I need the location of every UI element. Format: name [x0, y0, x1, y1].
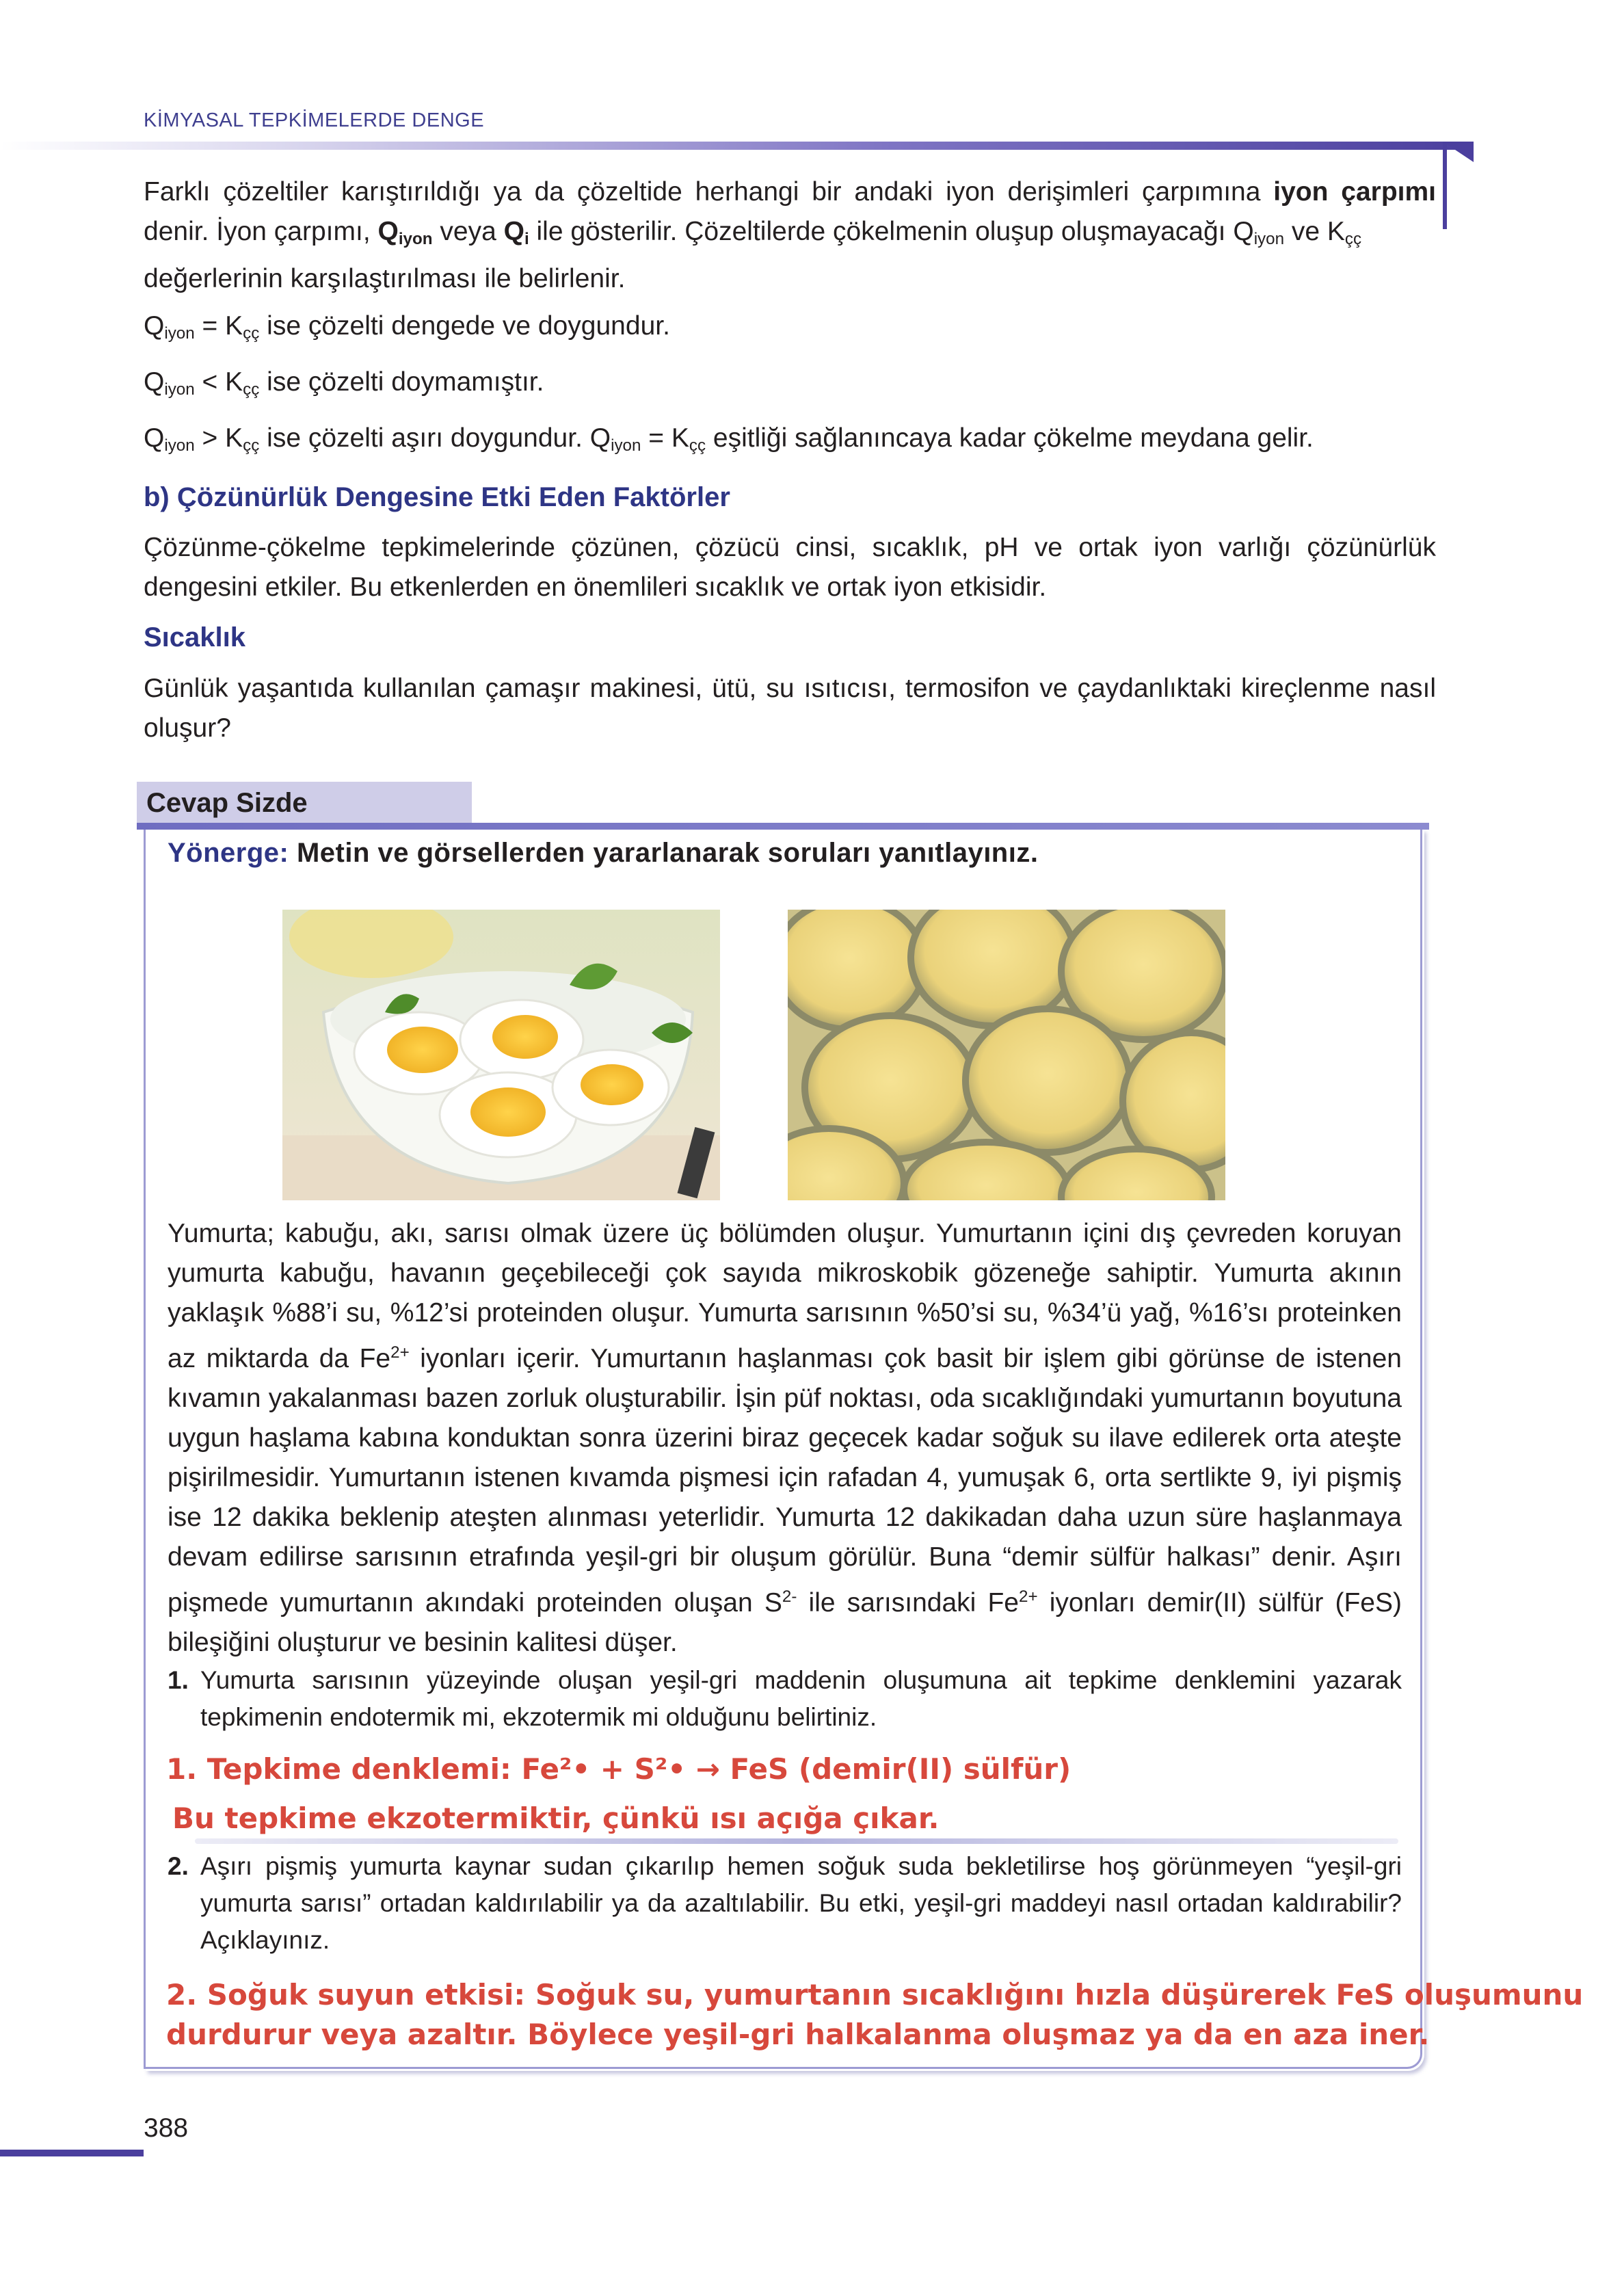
answer-1-line-1: 1. Tepkime denklemi: Fe²• + S²• → FeS (demir(II) sülfür): [166, 1752, 1071, 1786]
header-corner: [1443, 142, 1474, 162]
boiled-eggs-bowl-photo: [282, 910, 720, 1200]
yonerge-text: Metin ve görsellerden yararlanarak soruları yanıtlayınız.: [289, 838, 1039, 868]
question-1-text: Yumurta sarısının yüzeyinde oluşan yeşil-gri maddenin oluşumuna ait tepkime denklemini yazarak tepkimenin endotermik mi, ekzotermik mi olduğunu belirtiniz.: [200, 1666, 1402, 1731]
boiled-eggs-illustration: [282, 910, 720, 1200]
answer-2-line-1: 2. Soğuk suyun etkisi: Soğuk su, yumurtanın sıcaklığını hızla düşürerek FeS oluşumunu: [166, 1978, 1584, 2011]
cevap-bar: [137, 823, 1429, 830]
question-2-number: 2.: [168, 1852, 189, 1880]
condition-equal: $Q_{iyon} = K_{çç}$ ise çözelti dengede ve doygundur.: [144, 311, 670, 343]
egg-paragraph: Yumurta; kabuğu, akı, sarısı olmak üzere üç bölümden oluşur. Yumurtanın içini dış çevreden koruyan yumurta kabuğu, havanın geçebileceği çok sayıda mikroskobik gözeneğe sahiptir. Yumurta akının yaklaşık %88’i su, %12’si proteinden oluşur. Yumurta sarısının %50’si su, %34’ü yağ, %16’sı proteinken az miktarda da $Fe^{2+}$ iyonları içerir. Yumurtanın haşlanması çok basit bir işlem gibi görünse de istenen kıvamın yakalanması bazen zorluk oluşturabilir. İşin püf noktası, oda sıcaklığındaki yumurtanın boyutuna uygun haşlama kabına konduktan sonra üzerini biraz geçecek kadar soğuk su ilave edilerek orta ateşte pişirilmesidir. Yumurtanın istenen kıvamda pişmesi için rafadan 4, yumuşak 6, orta sertlikte 9, iyi pişmiş ise 12 dakika beklenip ateşten alınması yeterlidir. Yumurta 12 dakikadan daha uzun süre haşlanmaya devam edilirse sarısının etrafında yeşil-gri bir oluşum görülür. Buna “demir sülfür halkası” denir. Aşırı pişmede yumurtanın akındaki proteinden oluşan $S^{2-}$ ile sarısındaki $Fe^{2+}$ iyonları demir(II) sülfür (FeS) bileşiğini oluşturur ve besinin kalitesi düşer.: [168, 1219, 1402, 1657]
footer-bar: [0, 2150, 144, 2156]
answer-1-underline: [195, 1838, 1398, 1844]
cevap-sizde-label: Cevap Sizde: [137, 782, 472, 823]
question-2: [168, 1848, 1402, 1959]
sicaklik-heading: Sıcaklık: [144, 622, 246, 652]
overcooked-eggs-illustration: [788, 910, 1225, 1200]
header-side-rule: [1443, 142, 1447, 229]
header-bar: [0, 142, 1474, 150]
running-header: KİMYASAL TEPKİMELERDE DENGE: [144, 109, 485, 131]
condition-greater: $Q_{iyon} > K_{çç}$ ise çözelti aşırı doygundur. $Q_{iyon} = K_{çç}$ eşitliği sağlanıncaya kadar çökelme meydana gelir.: [144, 423, 1314, 455]
answer-2-line-2: durdurur veya azaltır. Böylece yeşil-gri halkalanma oluşmaz ya da en aza iner.: [166, 2018, 1430, 2051]
intro-paragraph: Farklı çözeltiler karıştırıldığı ya da çözeltide herhangi bir andaki iyon derişimleri çarpımına iyon çarpımı denir. İyon çarpımı, $Q_{iyon}$ veya $Q_i$ ile gösterilir. Çözeltilerde çökelmenin oluşup oluşmayacağı $Q_{iyon}$ ve $K_{çç}$ değerlerinin karşılaştırılması ile belirlenir.: [144, 177, 1437, 293]
yonerge: [168, 838, 1038, 869]
question-2-text: Aşırı pişmiş yumurta kaynar sudan çıkarılıp hemen soğuk suda bekletilirse hoş görünmeyen “yeşil-gri yumurta sarısı” ortadan kaldırılabilir ya da azaltılabilir. Bu etki, yeşil-gri maddeyi nasıl ortadan kaldırabilir? Açıklayınız.: [200, 1852, 1402, 1954]
question-1-number: 1.: [168, 1666, 189, 1694]
section-b-text: Çözünme-çökelme tepkimelerinde çözünen, çözücü cinsi, sıcaklık, pH ve ortak iyon varlığı çözünürlük dengesini etkiler. Bu etkenlerden en önemlileri sıcaklık ve ortak iyon etkisidir.: [144, 533, 1436, 602]
sicaklik-question: Günlük yaşantıda kullanılan çamaşır makinesi, ütü, su ısıtıcısı, termosifon ve çaydanlıktaki kireçlenme nasıl oluşur?: [144, 674, 1436, 743]
section-b-heading: b) Çözünürlük Dengesine Etki Eden Faktörler: [144, 482, 730, 512]
question-1: [168, 1662, 1402, 1736]
page-number: 388: [144, 2113, 189, 2143]
condition-less: $Q_{iyon} < K_{çç}$ ise çözelti doymamıştır.: [144, 367, 544, 399]
term-iyon-carpimi: iyon çarpımı: [1273, 177, 1437, 207]
answer-1-line-2: Bu tepkime ekzotermiktir, çünkü ısı açığa çıkar.: [172, 1802, 940, 1835]
overcooked-eggs-photo: [788, 910, 1225, 1200]
yonerge-label: Yönerge:: [168, 838, 289, 868]
